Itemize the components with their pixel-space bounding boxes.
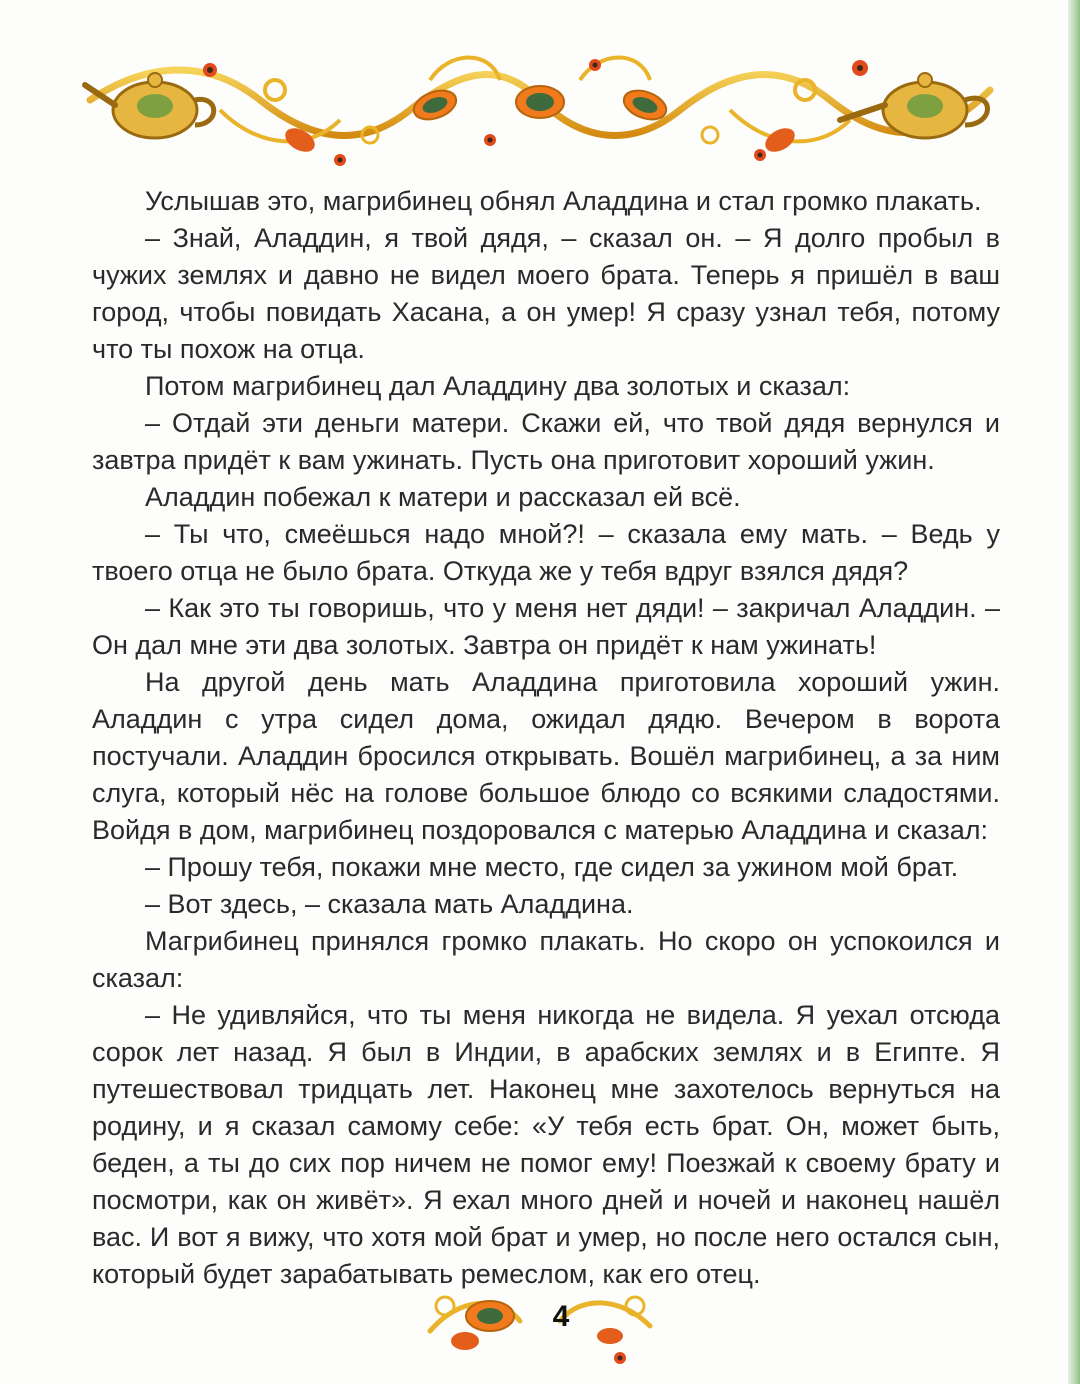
paragraph: – Знай, Аладдин, я твой дядя, – сказал он. – Я долго пробыл в чужих землях и давно не видел моего брата. Теперь я пришёл в ваш город, чтобы повидать Хасана, а он умер! Я сразу узнал тебя, потому что ты похож на отца. (92, 223, 1000, 364)
paragraph: – Ты что, смеёшься надо мной?! – сказала ему мать. – Ведь у твоего отца не было брата. Откуда же у тебя вдруг взялся дядя? (92, 519, 1000, 586)
paragraph: – Как это ты говоришь, что у меня нет дяди! – закричал Аладдин. – Он дал мне эти два золотых. Завтра он придёт к нам ужинать! (92, 593, 1000, 660)
paragraph: – Вот здесь, – сказала мать Аладдина. (145, 889, 634, 919)
paragraph: Магрибинец принялся громко плакать. Но скоро он успокоился и сказал: (92, 926, 1000, 993)
ornamental-flourish-icon (420, 1276, 660, 1366)
paragraph: Аладдин побежал к матери и рассказал ей всё. (145, 482, 741, 512)
story-text (92, 183, 1000, 1293)
paragraph: Потом магрибинец дал Аладдину два золотых и сказал: (145, 371, 851, 401)
page-number: 4 (552, 1300, 570, 1333)
page-edge (1068, 0, 1080, 1384)
paragraph: Услышав это, магрибинец обнял Аладдина и стал громко плакать. (145, 186, 982, 216)
paragraph: – Отдай эти деньги матери. Скажи ей, что твой дядя вернулся и завтра придёт к вам ужинать. Пусть она приготовит хороший ужин. (92, 408, 1000, 475)
paragraph: На другой день мать Аладдина приготовила хороший ужин. Аладдин с утра сидел дома, ожидал дядю. Вечером в ворота постучали. Аладдин бросился открывать. Вошёл магрибинец, а за ним слуга, который нёс на голове большое блюдо со всякими сладостями. Войдя в дом, магрибинец поздоровался с матерью Аладдина и сказал: (92, 667, 1000, 845)
paragraph: – Прошу тебя, покажи мне место, где сидел за ужином мой брат. (145, 852, 959, 882)
ornamental-vine-border-icon (70, 40, 1010, 180)
paragraph: – Не удивляйся, что ты меня никогда не видела. Я уехал отсюда сорок лет назад. Я был в Индии, в арабских землях и в Египте. Я путешествовал тридцать лет. Наконец мне захотелось вернуться на родину, и я сказал самому себе: «У тебя есть брат. Он, может быть, беден, а ты до сих пор ничем не помог ему! Поезжай к своему брату и посмотри, как он живёт». Я ехал много дней и ночей и наконец нашёл вас. И вот я вижу, что хотя мой брат и умер, но после него остался сын, который будет зарабатывать ремеслом, как его отец. (92, 1000, 1000, 1289)
